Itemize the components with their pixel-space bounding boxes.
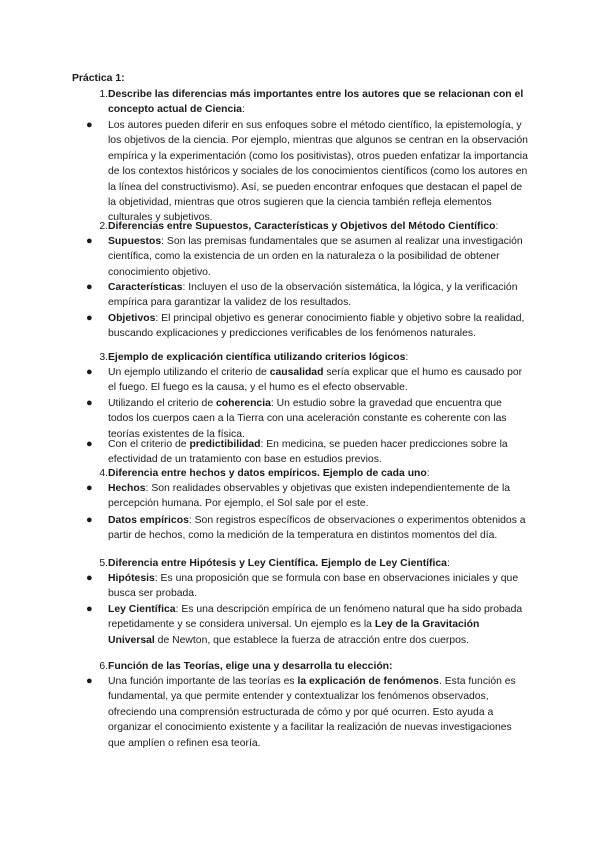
question-number: 1.: [99, 89, 108, 100]
answer-4-hechos: ● Hechos: Son realidades observables y objetivas que existen independientemente de la percepción humana. Por ejemplo, el Sol sale por el este.: [86, 482, 511, 510]
term: Ley de la Gravitación Universal: [108, 619, 480, 646]
question-number: 2.: [99, 221, 108, 232]
answer-5-hipotesis: ● Hipótesis: Es una proposición que se formula con base en observaciones iniciales y que busca ser probada.: [86, 572, 519, 600]
question-text: Diferencias entre Supuestos, Características y Objetivos del Método Científico: [108, 221, 496, 232]
term: causalidad: [269, 367, 324, 378]
question-text: Diferencia entre Hipótesis y Ley Científica. Ejemplo de Ley Científica: [108, 558, 447, 569]
term: la explicación de fenómenos: [297, 676, 439, 687]
answer-1: [80, 118, 530, 226]
question-number: 4.: [99, 468, 108, 479]
bullet-icon: ●: [86, 119, 93, 131]
bullet-icon: ●: [86, 312, 93, 324]
term: Hechos: [108, 483, 146, 494]
answer-6: ● Una función importante de las teorías es la explicación de fenómenos. Esta función es fundamental, ya que permite entender y contextualizar los fenómenos observados, ofreciendo una comprensión estructurada de cómo y por qué ocurren. Esto ayuda a organizar el conocimiento existente y a facilitar la realización de nuevas investigaciones que amplíen o refinen esa teoría.: [86, 675, 516, 749]
answer-2-supuestos: ● Supuestos: Son las premisas fundamentales que se asumen al realizar una investigación científica, como la existencia de un orden en la naturaleza o la posibilidad de obtener conocimiento objetivo.: [86, 235, 523, 278]
bullet-icon: ●: [86, 438, 93, 450]
bullet-icon: ●: [86, 675, 93, 687]
term: Ley Científica: [108, 604, 176, 615]
question-number: 3.: [99, 352, 108, 363]
bullet-icon: ●: [86, 514, 93, 526]
bullet-icon: ●: [86, 281, 93, 293]
question-text: Diferencia entre hechos y datos empíricos. Ejemplo de cada uno: [108, 468, 427, 479]
question-1: 1. Describe las diferencias más importantes entre los autores que se relacionan con el concepto actual de Ciencia:: [80, 87, 530, 118]
question-text: Ejemplo de explicación científica utilizando criterios lógicos: [108, 352, 406, 363]
bullet-icon: ●: [86, 366, 93, 378]
question-4: 4. Diferencia entre hechos y datos empíricos. Ejemplo de cada uno:: [80, 466, 530, 481]
term: predictibilidad: [189, 439, 261, 450]
bullet-icon: ●: [86, 397, 93, 409]
question-number: 5.: [99, 558, 108, 569]
bullet-icon: ●: [86, 482, 93, 494]
answer-text: Los autores pueden diferir en sus enfoques sobre el método científico, la epistemología, y los objetivos de la ciencia. Por ejemplo, mientras que algunos se centran en la observación empírica y la experimentación (como los positivistas), otros pueden enfatizar la importancia de los contextos históricos y sociales de los conocimientos científicos (como los autores en la línea del constructivismo). Así, se pueden encontrar enfoques que destacan el papel de la objetividad, mientras que otros sugieren que la ciencia también refleja elementos culturales y subjetivos.: [108, 120, 528, 224]
question-2: 2. Diferencias entre Supuestos, Características y Objetivos del Método Científico:: [80, 219, 530, 234]
question-3: 3. Ejemplo de explicación científica utilizando criterios lógicos:: [80, 350, 530, 365]
term: Objetivos: [108, 313, 156, 324]
answer-3-causalidad: ● Un ejemplo utilizando el criterio de causalidad sería explicar que el humo es causado por el fuego. El fuego es la causa, y el humo es el efecto observable.: [86, 366, 523, 394]
page-title: Práctica 1:: [72, 73, 125, 84]
term: Datos empíricos: [108, 515, 189, 526]
answer-4-datos: ● Datos empíricos: Son registros específicos de observaciones o experimentos obtenidos a partir de hechos, como la medición de la temperatura en distintos momentos del día.: [86, 514, 526, 542]
term: coherencia: [216, 398, 271, 409]
answer-5-ley: ● Ley Científica: Es una descripción empírica de un fenómeno natural que ha sido probada repetidamente y se considera universal. Un ejemplo es la Ley de la Gravitación Universal de Newton, que establece la fuerza de atracción entre dos cuerpos.: [86, 603, 523, 646]
term: Características: [108, 282, 183, 293]
answer-3-predictibilidad: ● Con el criterio de predictibilidad: En medicina, se pueden hacer predicciones sobre la efectividad de un tratamiento con base en estudios previos.: [86, 438, 508, 466]
bullet-icon: ●: [86, 235, 93, 247]
question-5: 5. Diferencia entre Hipótesis y Ley Científica. Ejemplo de Ley Científica:: [80, 556, 530, 571]
bullet-icon: ●: [86, 572, 93, 584]
answer-3-coherencia: ● Utilizando el criterio de coherencia: Un estudio sobre la gravedad que encuentra que todos los cuerpos caen a la Tierra con una aceleración constante es coherente con las teorías existentes de la física.: [86, 397, 507, 440]
answer-2-caracteristicas: ● Características: Incluyen el uso de la observación sistemática, la lógica, y la verificación empírica para garantizar la validez de los resultados.: [86, 281, 518, 309]
term: Supuestos: [108, 236, 162, 247]
term: Hipótesis: [108, 573, 155, 584]
question-text: Describe las diferencias más importantes entre los autores que se relacionan con el concepto actual de Ciencia: [108, 89, 524, 116]
answer-2-objetivos: ● Objetivos: El principal objetivo es generar conocimiento fiable y objetivo sobre la realidad, buscando explicaciones y predicciones verificables de los fenómenos naturales.: [86, 312, 525, 340]
bullet-icon: ●: [86, 603, 93, 615]
question-6: [80, 659, 530, 674]
question-number: 6.: [99, 661, 108, 672]
question-text: Función de las Teorías, elige una y desarrolla tu elección:: [108, 661, 393, 672]
